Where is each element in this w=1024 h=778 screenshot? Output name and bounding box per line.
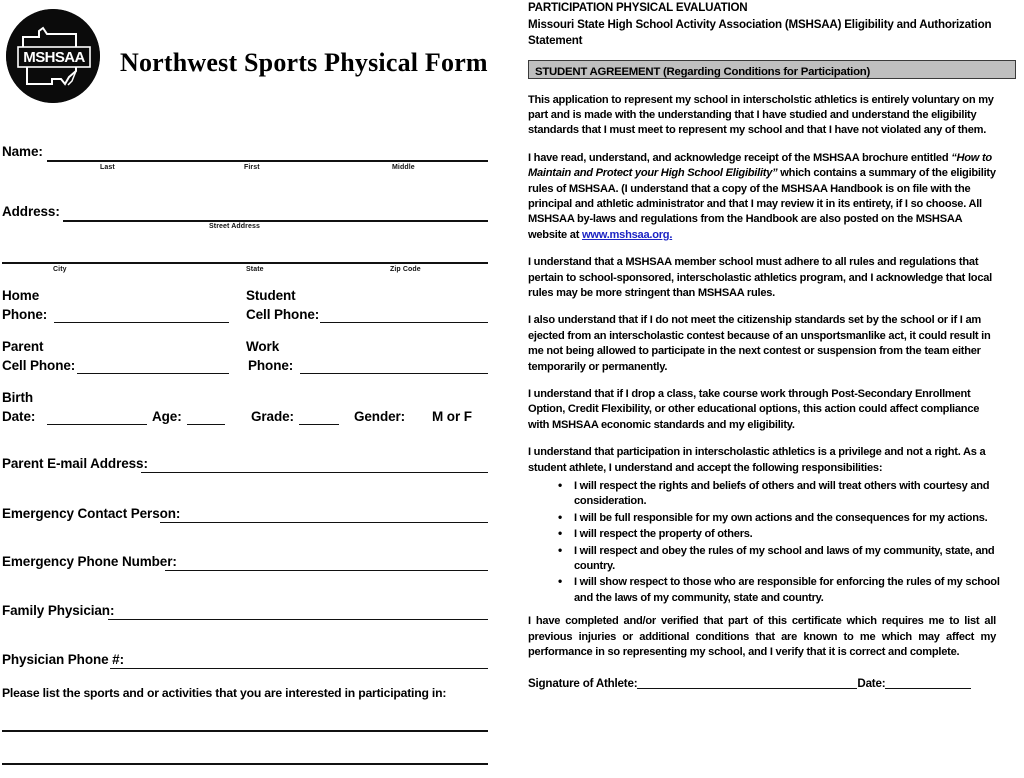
- grade-label: Grade:: [251, 409, 294, 424]
- agreement-paragraph-4: I also understand that if I do not meet the citizenship standards set by the school or if I am ejected from an interscholastic contest because of an unsportsmanlike act, it could result in me not being allowed to participate in the next contest or suspension from the team either temporarily or permanently.: [528, 314, 991, 373]
- mshsaa-website-link[interactable]: www.mshsaa.org.: [581, 228, 673, 241]
- spacer: [528, 79, 1024, 93]
- student-cell-input-line[interactable]: [320, 322, 488, 323]
- address-street-input-line[interactable]: [63, 220, 488, 222]
- list-item: • I will show respect to those who are responsible for enforcing the rules of my school and the laws of my community, state and country.: [574, 575, 1006, 606]
- gender-label: Gender:: [354, 409, 406, 424]
- heading-line-2: Missouri State High School Activity Association (MSHSAA) Eligibility and Authorization Statement: [528, 17, 992, 47]
- emergency-contact-input-line[interactable]: [160, 522, 488, 523]
- address-sub-zip: Zip Code: [390, 266, 421, 273]
- birth-date-label-line1: Birth: [2, 390, 33, 405]
- agreement-paragraph-6: I understand that participation in interscholastic athletics is a privilege and not a right. As a student athlete, I understand and accept the following responsibilities:: [528, 446, 986, 474]
- physician-phone-label: Physician Phone #:: [2, 652, 124, 667]
- address-sub-city: City: [53, 266, 67, 273]
- physician-phone-input-line[interactable]: [110, 668, 488, 669]
- svg-text:MSHSAA: MSHSAA: [23, 49, 85, 66]
- list-item: • I will respect and obey the rules of my school and laws of my community, state, and country.: [574, 544, 1006, 575]
- student-agreement-column: [528, 0, 1024, 778]
- heading-line-1: PARTICIPATION PHYSICAL EVALUATION: [528, 1, 748, 14]
- work-phone-label-line1: Work: [246, 339, 280, 354]
- agreement-paragraph-2: [528, 151, 998, 243]
- home-phone-label-line2: Phone:: [2, 307, 48, 322]
- agreement-paragraph-1: This application to represent my school in interscholstic athletics is entirely voluntary on my part and is made with the understanding that I have studied and understand the eligibility standards that I must meet to represent my school and that I have not violated any of them.: [528, 93, 994, 137]
- list-item: • I will respect the property of others.: [574, 527, 1006, 542]
- address-city-state-zip-input-line[interactable]: [2, 262, 488, 264]
- emergency-contact-label: Emergency Contact Person:: [2, 506, 181, 521]
- page-title: Northwest Sports Physical Form: [120, 48, 488, 77]
- age-input-line[interactable]: [187, 424, 225, 425]
- sports-input-line-2[interactable]: [2, 763, 488, 765]
- emergency-phone-label: Emergency Phone Number:: [2, 554, 177, 569]
- name-sub-middle: Middle: [392, 164, 415, 171]
- address-label: Address:: [2, 204, 60, 219]
- name-input-line[interactable]: [47, 160, 488, 162]
- gender-options[interactable]: M or F: [432, 409, 472, 424]
- parent-email-input-line[interactable]: [141, 472, 488, 473]
- student-cell-label-line1: Student: [246, 288, 296, 303]
- spacer: [528, 139, 1024, 151]
- list-item: • I will be full responsible for my own actions and the consequences for my actions.: [574, 511, 1006, 526]
- sports-activities-prompt: Please list the sports and or activities that you are interested in participating in:: [2, 686, 447, 700]
- address-sub-street: Street Address: [209, 223, 260, 230]
- spacer: [528, 301, 1024, 313]
- emergency-phone-input-line[interactable]: [165, 570, 488, 571]
- work-phone-input-line[interactable]: [300, 373, 488, 374]
- name-sub-first: First: [244, 164, 260, 171]
- student-cell-label-line2: Cell Phone:: [246, 307, 320, 322]
- responsibilities-list: [528, 479, 1024, 606]
- parent-cell-input-line[interactable]: [77, 373, 229, 374]
- name-label: Name:: [2, 144, 43, 159]
- p2-text-before-title: I have read, understand, and acknowledge receipt of the MSHSAA brochure entitled: [528, 151, 952, 164]
- list-item: • I will respect the rights and beliefs of others and will treat others with courtesy and consideration.: [574, 479, 1006, 510]
- student-agreement-banner-text: STUDENT AGREEMENT (Regarding Conditions for Participation): [535, 65, 871, 78]
- parent-cell-label-line1: Parent: [2, 339, 44, 354]
- home-phone-input-line[interactable]: [54, 322, 229, 323]
- family-physician-input-line[interactable]: [108, 619, 488, 620]
- parent-cell-label-line2: Cell Phone:: [2, 358, 76, 373]
- grade-input-line[interactable]: [299, 424, 339, 425]
- spacer: [528, 375, 1024, 387]
- home-phone-label-line1: Home: [2, 288, 40, 303]
- spacer: [528, 433, 1024, 445]
- family-physician-label: Family Physician:: [2, 603, 115, 618]
- spacer: [528, 243, 1024, 255]
- birth-date-input-line[interactable]: [47, 424, 147, 425]
- agreement-paragraph-5: I understand that if I drop a class, take course work through Post-Secondary Enrollment Option, Credit Flexibility, or other educational options, this action could affect compliance with MSHSAA economic standards and my eligibility.: [528, 388, 980, 431]
- p2-text-after-title: which contains a summary of the eligibility rules of MSHSAA. (I understand that a copy of the MSHSAA Handbook is on file with the principal and athletic administrator and that I may review it in its entirety, if I so choose. All MSHSAA by-laws and regulations from the Handbook are also posted on the MSHSAA website at: [528, 167, 996, 241]
- brochure-title: “How to Maintain and Protect your High School Eligibility”: [528, 151, 992, 180]
- spacer: [528, 607, 1024, 614]
- sports-input-line-1[interactable]: [2, 730, 488, 732]
- signature-of-athlete-label: Signature of Athlete:: [528, 676, 638, 690]
- parent-email-label: Parent E-mail Address:: [2, 456, 148, 471]
- age-label: Age:: [152, 409, 182, 424]
- birth-date-label-line2: Date:: [2, 409, 36, 424]
- agreement-paragraph-7: I have completed and/or verified that part of this certificate which requires me to list all previous injuries or additional conditions that are known to me which may affect my performance in so representing my school, and I verify that it is correct and complete.: [528, 615, 996, 659]
- date-label: Date:: [857, 676, 886, 690]
- work-phone-label-line2: Phone:: [248, 358, 294, 373]
- right-panel-heading: [528, 0, 1024, 50]
- mshsaa-logo-icon: [6, 9, 100, 103]
- signature-row: [528, 677, 1024, 690]
- student-agreement-banner: [528, 60, 1016, 79]
- agreement-paragraph-3: I understand that a MSHSAA member school must adhere to all rules and regulations that pertain to school-sponsored, interscholastic athletics program, and I acknowledge that local rules may be more stringent than MSHSAA rules.: [528, 256, 992, 299]
- date-input-line[interactable]: [885, 688, 971, 689]
- name-sub-last: Last: [100, 164, 115, 171]
- address-sub-state: State: [246, 266, 264, 273]
- signature-input-line[interactable]: [637, 688, 857, 689]
